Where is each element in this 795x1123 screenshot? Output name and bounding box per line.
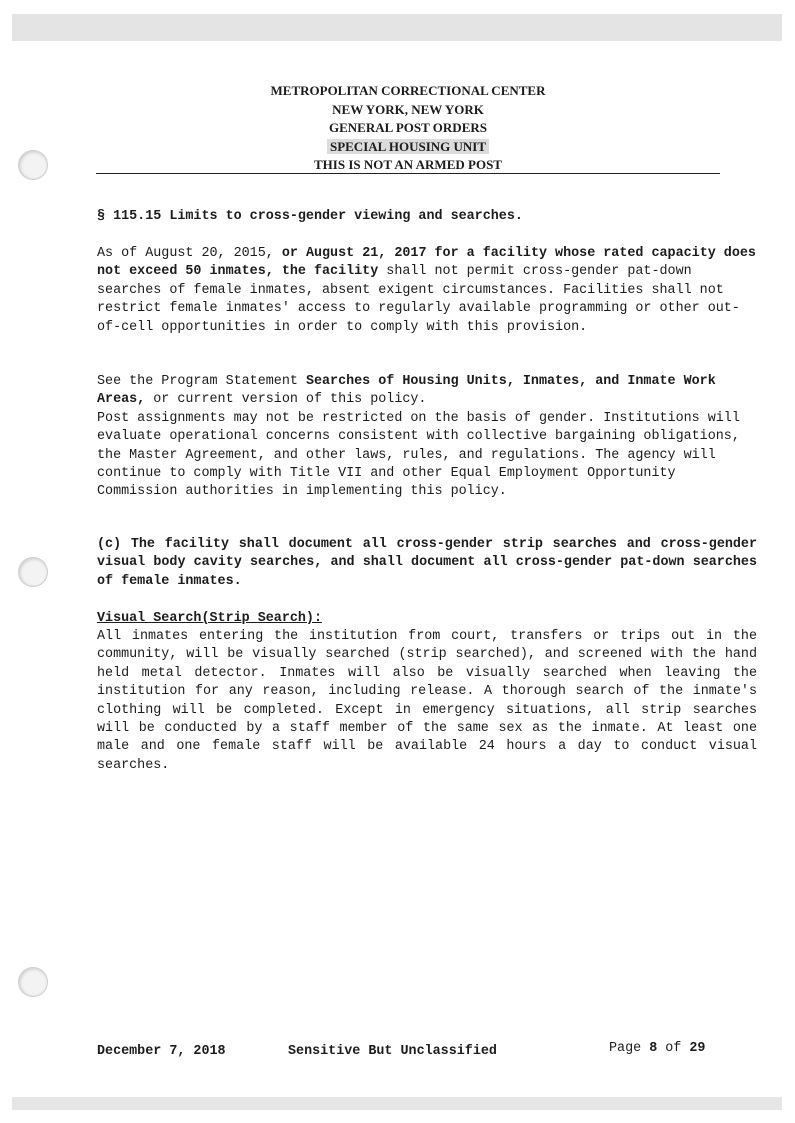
section-heading: § 115.15 Limits to cross-gender viewing and searches. — [97, 209, 523, 224]
paragraph-3: (c) The facility shall document all cross-gender strip searches and cross-gender visual body cavity searches, and shall document all cross-gender pat-down searches of female inmates. — [97, 537, 757, 589]
visual-search-heading: Visual Search(Strip Search): — [97, 611, 322, 626]
header-line-5: THIS IS NOT AN ARMED POST — [314, 157, 502, 172]
para1-part-1: As of August 20, 2015, — [97, 246, 274, 261]
page-of-label: of — [657, 1041, 690, 1056]
para2-part-1: See the Program Statement — [97, 374, 306, 389]
header-divider — [96, 173, 720, 174]
header-line-3: GENERAL POST ORDERS — [329, 120, 487, 135]
para2-part-3: or current version of this policy. — [145, 392, 427, 408]
visual-search-heading-row — [97, 610, 757, 628]
paragraph-1 — [97, 245, 757, 337]
paragraph-2 — [97, 373, 757, 502]
binder-hole-top — [18, 150, 48, 180]
scan-edge-bottom — [12, 1097, 782, 1110]
header-line-4: SPECIAL HOUSING UNIT — [327, 139, 489, 154]
footer-page-number — [609, 1041, 705, 1056]
page-current: 8 — [649, 1041, 658, 1056]
document-header — [96, 82, 720, 175]
page-total: 29 — [689, 1041, 706, 1056]
page-label: Page — [609, 1041, 650, 1056]
scan-edge-top — [12, 14, 782, 41]
footer-date: December 7, 2018 — [97, 1044, 226, 1059]
visual-search-body: All inmates entering the institution from court, transfers or trips out in the community, will be visually searched (strip searched), and screened with the hand held metal detector. Inmates will also be visually searched when leaving the institution for any reason, including release. A thorough search of the inmate's clothing will be completed. Except in emergency situations, all strip searches will be conducted by a staff member of the same sex as the inmate. At least one male and one female staff will be available 24 hours a day to conduct visual searches. — [97, 629, 757, 773]
binder-hole-middle — [18, 557, 48, 587]
header-line-1: METROPOLITAN CORRECTIONAL CENTER — [270, 83, 546, 98]
binder-hole-bottom — [18, 967, 48, 997]
para2-part-4: Post assignments may not be restricted on the basis of gender. Institutions will evaluate operational concerns consistent with collective bargaining obligations, the Master Agreement, and other laws, rules, and regulations. The agency will continue to comply with Title VII and other Equal Employment Opportunity Commission authorities in implementing this policy. — [97, 410, 740, 500]
footer-classification: Sensitive But Unclassified — [288, 1044, 497, 1059]
para2-part-2: Searches of Housing Units, Inmates, and Inmate Work Areas, — [97, 374, 716, 408]
para1-part-2: or August 21, 2017 for a facility whose rated capacity does not exceed 50 inmates, the facility — [97, 246, 756, 280]
para1-part-3: shall not permit cross-gender pat-down searches of female inmates, absent exigent circumstances. Facilities shall not restrict female inmates' access to regularly available programming or other out-of-cell opportunities in order to comply with this provision. — [97, 264, 740, 335]
header-line-2: NEW YORK, NEW YORK — [332, 101, 484, 117]
